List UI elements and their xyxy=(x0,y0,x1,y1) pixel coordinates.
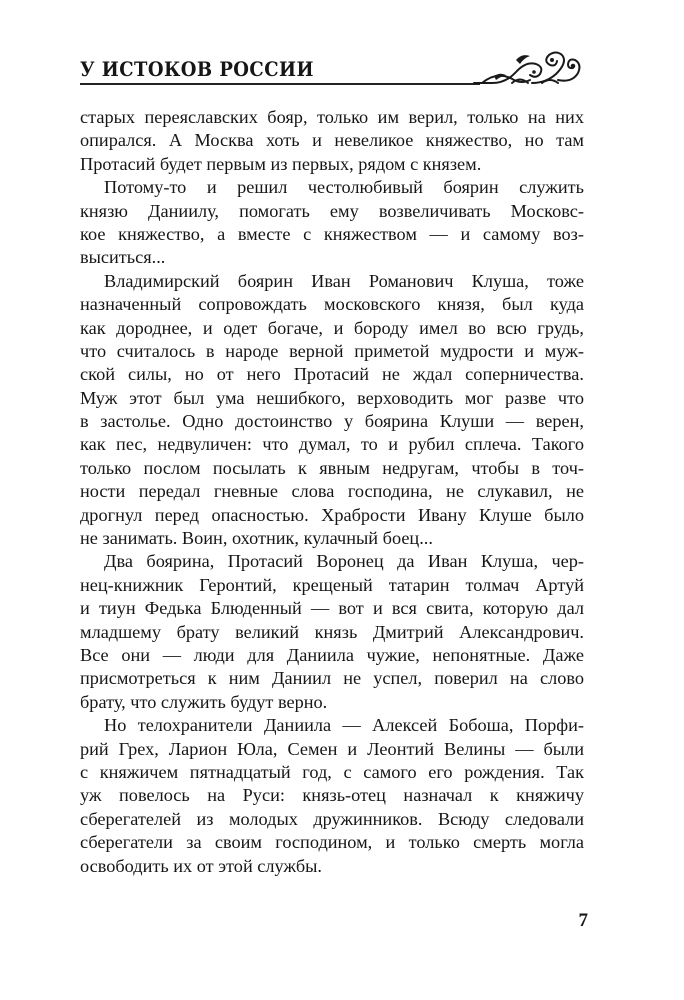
text-line: опирался. А Москва хоть и невеликое княжество, но там xyxy=(80,130,584,151)
body-text xyxy=(80,106,584,878)
text-line: Муж этот был ума нешибкого, верховодить мог разве что xyxy=(80,387,584,408)
text-line: сберегатели за своим господином, и только смерть могла xyxy=(80,832,584,853)
text-line: младшему брату великий князь Дмитрий Александрович. xyxy=(80,621,584,642)
text-line: брату, что служить будут верно. xyxy=(80,691,328,712)
header-rule xyxy=(80,83,480,85)
scroll-ornament-icon xyxy=(472,50,587,92)
text-line: кое княжество, а вместе с княжеством — и самому воз- xyxy=(80,223,584,244)
text-line: старых переяславских бояр, только им верил, только на них xyxy=(80,107,584,127)
text-line: выситься... xyxy=(80,247,166,268)
page-header xyxy=(80,50,607,90)
text-line: Два боярина, Протасий Воронец да Иван Клуша, чер- xyxy=(104,551,584,572)
running-title: У ИСТОКОВ РОССИИ xyxy=(80,57,314,81)
text-line: что считалось в народе верной приметой мудрости и муж- xyxy=(80,340,584,361)
text-line: как пес, недвуличен: что думал, то и рубил сплеча. Такого xyxy=(80,434,584,455)
text-line: в застолье. Одно достоинство у боярина Клуши — верен, xyxy=(80,411,584,432)
text-line: дрогнул перед опасностью. Храбрости Ивану Клуше было xyxy=(80,504,584,525)
text-line: князю Даниилу, помогать ему возвеличивать Московс- xyxy=(80,200,584,221)
text-line: освободить их от этой службы. xyxy=(80,855,322,876)
text-line: нец-книжник Геронтий, крещеный татарин толмач Артуй xyxy=(80,574,584,595)
text-line: Потому-то и решил честолюбивый боярин служить xyxy=(104,177,584,198)
text-line: рий Грех, Ларион Юла, Семен и Леонтий Велины — были xyxy=(80,738,584,759)
text-line: назначенный сопровождать московского князя, был куда xyxy=(80,294,584,315)
text-line: Владимирский боярин Иван Романович Клуша, тоже xyxy=(104,270,584,291)
text-line: сберегателей из молодых дружинников. Всюду следовали xyxy=(80,808,584,829)
text-line: Протасий будет первым из первых, рядом с князем. xyxy=(80,153,482,174)
text-line: Все они — люди для Даниила чужие, непонятные. Даже xyxy=(80,644,584,665)
text-line: не занимать. Воин, охотник, кулачный боец... xyxy=(80,528,433,549)
page-number: 7 xyxy=(578,910,588,931)
text-line: ности передал гневные слова господина, не слукавил, не xyxy=(80,481,584,502)
text-line: с княжичем пятнадцатый год, с самого его рождения. Так xyxy=(80,761,584,782)
text-line: Но телохранители Даниила — Алексей Бобоша, Порфи- xyxy=(104,715,584,736)
text-line: и тиун Федька Блюденный — вот и вся свита, которую дал xyxy=(80,598,584,619)
text-line: как дороднее, и одет богаче, и бороду имел во всю грудь, xyxy=(80,317,584,338)
text-line: присмотреться к ним Даниил не успел, поверил на слово xyxy=(80,668,584,689)
text-line: уж повелось на Руси: князь-отец назначал к княжичу xyxy=(80,785,584,806)
text-line: только послом посылать к явным недругам, чтобы в точ- xyxy=(80,457,584,478)
text-line: ской силы, но от него Протасий не ждал соперничества. xyxy=(80,364,584,385)
